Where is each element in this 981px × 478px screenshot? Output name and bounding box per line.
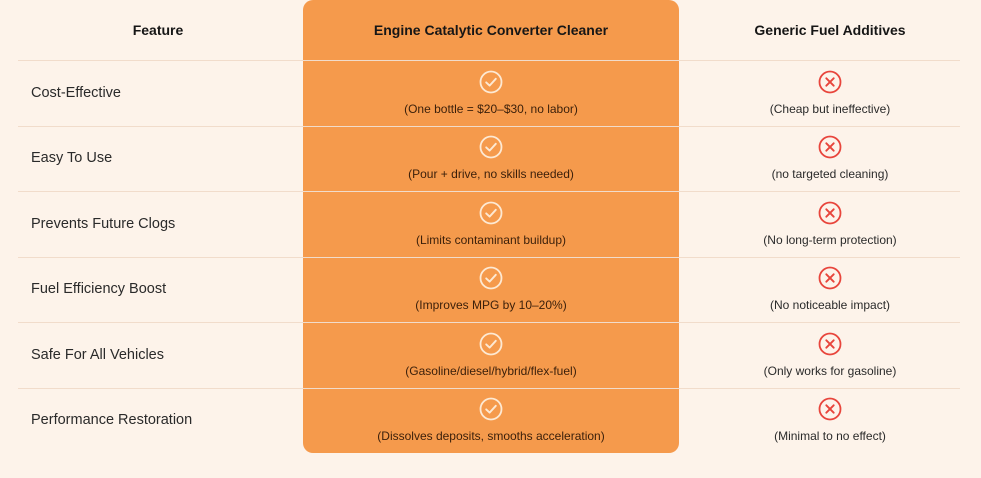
header-generic-cell — [679, 0, 981, 60]
product-note: (One bottle = $20–$30, no labor) — [404, 101, 578, 116]
header-product-label: Engine Catalytic Converter Cleaner — [373, 22, 609, 38]
feature-label: Fuel Efficiency Boost — [31, 281, 167, 298]
check-icon — [479, 135, 503, 159]
cross-icon — [818, 397, 842, 421]
product-cell — [303, 60, 679, 126]
generic-note: (no targeted cleaning) — [771, 167, 889, 182]
check-icon — [479, 266, 503, 290]
table-row — [0, 191, 981, 257]
generic-note: (Cheap but ineffective) — [769, 101, 891, 116]
generic-cell — [679, 191, 981, 257]
header-generic-label: Generic Fuel Additives — [754, 22, 906, 38]
product-note: (Gasoline/diesel/hybrid/flex-fuel) — [405, 363, 577, 378]
product-cell — [303, 322, 679, 388]
feature-cell — [0, 388, 303, 454]
product-note: (Improves MPG by 10–20%) — [415, 298, 567, 313]
header-feature-cell — [0, 0, 320, 60]
cross-icon — [818, 332, 842, 356]
table-row — [0, 60, 981, 126]
feature-label: Cost-Effective — [31, 84, 121, 101]
table-row — [0, 388, 981, 454]
generic-note: (No long-term protection) — [763, 232, 897, 247]
generic-cell — [679, 60, 981, 126]
check-icon — [479, 201, 503, 225]
check-icon — [479, 70, 503, 94]
cross-icon — [818, 201, 842, 225]
feature-label: Prevents Future Clogs — [31, 215, 176, 232]
cross-icon — [818, 135, 842, 159]
generic-cell — [679, 257, 981, 323]
table-header-row — [0, 0, 981, 60]
feature-label: Easy To Use — [31, 150, 113, 167]
feature-cell — [0, 322, 303, 388]
product-note: (Pour + drive, no skills needed) — [408, 167, 574, 182]
product-cell — [303, 257, 679, 323]
product-cell — [303, 388, 679, 454]
feature-label: Performance Restoration — [31, 412, 193, 429]
generic-note: (No noticeable impact) — [769, 298, 891, 313]
cross-icon — [818, 70, 842, 94]
feature-cell — [0, 191, 303, 257]
table-row — [0, 126, 981, 192]
product-cell — [303, 191, 679, 257]
feature-cell — [0, 60, 303, 126]
generic-note: (Minimal to no effect) — [774, 429, 886, 444]
generic-cell — [679, 322, 981, 388]
generic-cell — [679, 126, 981, 192]
cross-icon — [818, 266, 842, 290]
table-row — [0, 322, 981, 388]
product-note: (Limits contaminant buildup) — [415, 232, 567, 247]
feature-label: Safe For All Vehicles — [31, 346, 164, 363]
feature-cell — [0, 257, 303, 323]
header-feature-label: Feature — [132, 22, 184, 38]
generic-note: (Only works for gasoline) — [763, 363, 897, 378]
header-product-cell — [303, 0, 679, 60]
generic-cell — [679, 388, 981, 454]
table-body — [0, 60, 981, 453]
feature-cell — [0, 126, 303, 192]
product-note: (Dissolves deposits, smooths acceleration) — [377, 429, 605, 444]
product-cell — [303, 126, 679, 192]
check-icon — [479, 397, 503, 421]
check-icon — [479, 332, 503, 356]
table-row — [0, 257, 981, 323]
